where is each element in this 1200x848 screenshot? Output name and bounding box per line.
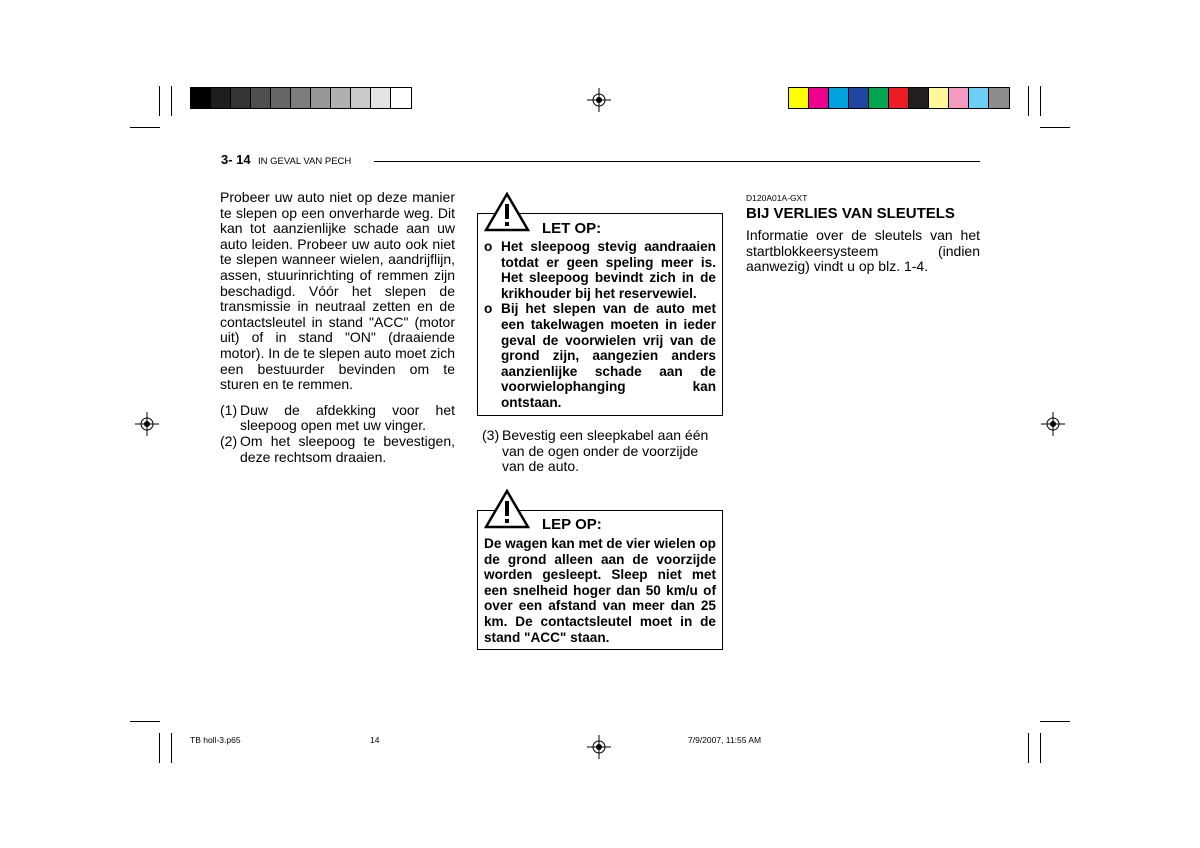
header-rule — [374, 161, 980, 162]
step-text: Om het sleepoog te bevestigen, deze rechtsom draaien. — [240, 432, 455, 465]
color-swatch — [989, 88, 1009, 108]
crop-mark — [171, 733, 172, 763]
crop-mark — [130, 127, 160, 128]
list-item — [220, 403, 455, 434]
color-swatch — [351, 88, 371, 108]
crop-mark — [1028, 733, 1029, 763]
color-swatch — [331, 88, 351, 108]
registration-mark-icon — [587, 735, 611, 759]
crop-mark — [130, 721, 160, 722]
color-swatch — [969, 88, 989, 108]
step-number: (2) — [220, 432, 238, 449]
warning-triangle-icon — [484, 489, 530, 529]
crop-mark — [159, 733, 160, 763]
step-number: (1) — [220, 401, 238, 418]
footer-datetime: 7/9/2007, 11:55 AM — [688, 735, 762, 745]
color-swatch — [251, 88, 271, 108]
page-number: 3- 14 — [221, 152, 251, 167]
intro-paragraph: Probeer uw auto niet op deze manier te slepen op een onverharde weg. Dit kan tot aanzienlijke schade aan uw auto leiden. Probeer uw auto ook niet te slepen wanneer wielen, aandrijflijn, assen, stuurinrichting of remmen zijn beschadigd. Vóór het slepen de transmissie in neutraal zetten en de contactsleutel in stand "ACC" (motor uit) of in stand "ON" (draaiende motor). In de te slepen auto moet zich een bestuurder bevinden om te sturen en te remmen. — [220, 189, 456, 393]
crop-mark — [1040, 86, 1041, 116]
footer-page: 14 — [370, 735, 380, 745]
color-swatch — [311, 88, 331, 108]
color-swatch — [789, 88, 809, 108]
crop-mark — [171, 86, 172, 116]
step-number: (3) — [482, 427, 500, 443]
section-body: Informatie over de sleutels van het startblokkeersysteem (indien aanwezig) vindt u op blz. 1-4. — [746, 227, 980, 275]
list-item — [482, 428, 718, 475]
color-swatch — [391, 88, 411, 108]
crop-mark — [1040, 721, 1070, 722]
step-text: Bevestig een sleepkabel aan één van de ogen onder de voorzijde van de auto. — [502, 427, 709, 475]
color-swatch — [231, 88, 251, 108]
registration-mark-icon — [587, 88, 611, 112]
registration-mark-icon — [135, 412, 159, 436]
right-column — [746, 193, 980, 275]
color-swatch — [191, 88, 211, 108]
left-column — [220, 190, 455, 465]
crop-mark — [159, 86, 160, 116]
warning-box — [477, 510, 723, 650]
color-swatch — [291, 88, 311, 108]
warning-text: De wagen kan met de vier wielen op de grond alleen aan de voorzijde worden gesleept. Sleep niet met een snelheid hoger dan 50 km/u of over een afstand van meer dan 25 km. De contactsleutel moet in de stand "ACC" staan. — [484, 536, 716, 645]
color-swatch — [849, 88, 869, 108]
section-code: D120A01A-GXT — [746, 193, 808, 203]
grayscale-color-bar — [190, 87, 412, 109]
crop-mark — [1028, 86, 1029, 116]
color-swatch — [929, 88, 949, 108]
color-swatch — [809, 88, 829, 108]
color-swatch — [869, 88, 889, 108]
crop-mark — [1040, 733, 1041, 763]
step-text: Duw de afdekking voor het sleepoog open met uw vinger. — [240, 401, 455, 434]
warning-list — [484, 239, 716, 411]
color-swatch — [371, 88, 391, 108]
section-heading: BIJ VERLIES VAN SLEUTELS — [746, 205, 955, 222]
warning-title: LET OP: — [542, 220, 602, 237]
footer-file: TB holl-3.p65 — [190, 735, 241, 745]
steps-list — [220, 403, 455, 465]
warning-title: LEP OP: — [542, 516, 602, 533]
list-item: o Bij het slepen van de auto met een takelwagen moeten in ieder geval de voorwielen vrij van de grond zijn, aangezien anders aanzienlijke schade aan de voorwielophanging kan ontstaan. — [484, 301, 716, 410]
color-swatch — [829, 88, 849, 108]
list-item — [220, 434, 455, 465]
color-swatch — [949, 88, 969, 108]
crop-mark — [1040, 127, 1070, 128]
process-color-bar — [788, 87, 1010, 109]
color-swatch — [909, 88, 929, 108]
color-swatch — [211, 88, 231, 108]
color-swatch — [271, 88, 291, 108]
warning-box — [477, 213, 723, 416]
color-swatch — [889, 88, 909, 108]
warning-triangle-icon — [484, 192, 530, 232]
registration-mark-icon — [1041, 412, 1065, 436]
section-title: IN GEVAL VAN PECH — [258, 156, 352, 167]
list-item: o Het sleepoog stevig aandraaien totdat er geen speling meer is. Het sleepoog bevindt zich in de krikhouder bij het reservewiel. — [484, 239, 716, 301]
